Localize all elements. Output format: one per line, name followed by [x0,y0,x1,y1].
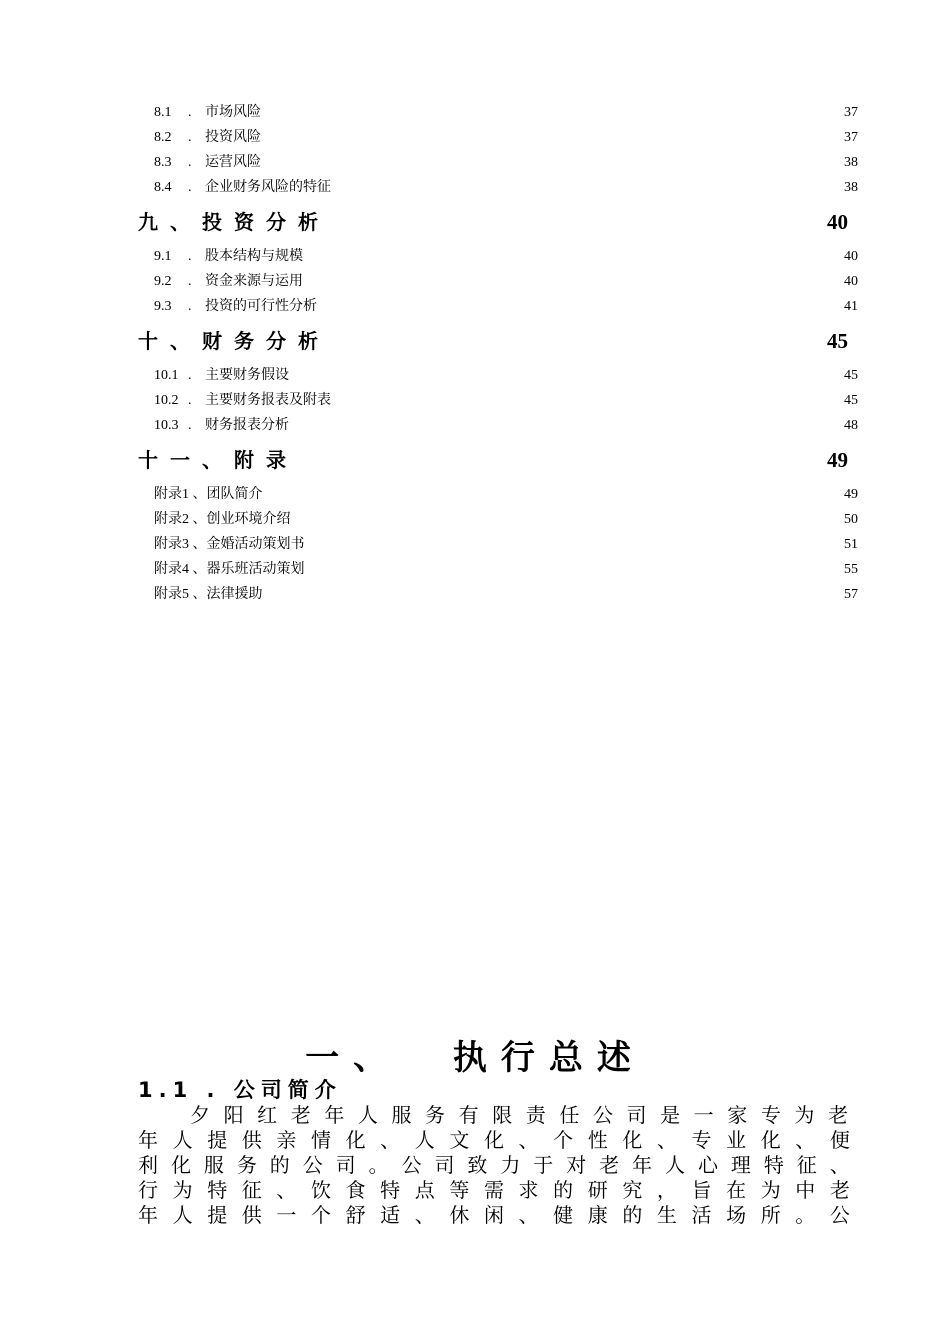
paragraph-char: 在 [726,1178,747,1202]
paragraph-char: 力 [500,1153,521,1177]
paragraph-char: 特 [763,1153,784,1177]
paragraph-char: 供 [241,1128,262,1152]
toc-entry-page: 38 [844,180,858,195]
toc-entry-page: 55 [844,562,858,577]
paragraph-char: 任 [559,1103,580,1127]
toc-entry-page: 40 [844,274,858,289]
toc-entry-number: 10.2 [154,393,179,408]
paragraph-char: 亲 [276,1128,297,1152]
paragraph-char: 特 [380,1178,401,1202]
paragraph-char: 休 [449,1203,470,1227]
toc-entry-number: 9.1 [154,249,172,264]
toc-entry-page: 37 [844,105,858,120]
paragraph-line [138,1178,850,1203]
paragraph-char: 文 [449,1128,470,1152]
toc-entry-number: 9.3 [154,299,172,314]
paragraph-char: 公 [302,1153,323,1177]
paragraph-char: 行 [138,1178,158,1202]
paragraph-char: 究 [622,1178,643,1202]
paragraph-char: 人 [172,1203,193,1227]
toc-entry-title: 企业财务风险的特征 [205,180,331,195]
paragraph-char: 。 [368,1153,389,1177]
paragraph-char: 人 [357,1103,378,1127]
paragraph-char: 司 [434,1153,455,1177]
paragraph-char: 等 [449,1178,470,1202]
paragraph-char: 求 [518,1178,539,1202]
paragraph-char: 适 [380,1203,401,1227]
paragraph-char: 年 [632,1153,653,1177]
toc-entry-title: 主要财务报表及附表 [205,393,331,408]
paragraph-char: 化 [345,1128,366,1152]
paragraph-char: 专 [760,1103,781,1127]
paragraph-char: 责 [525,1103,546,1127]
toc-sub-entry[interactable] [138,175,858,200]
toc-entry-title: 附录4 、器乐班活动策划 [154,562,305,577]
toc-entry-title: 附录2 、创业环境介绍 [154,512,291,527]
paragraph-char: 康 [587,1203,608,1227]
paragraph-char: 阳 [223,1103,244,1127]
toc-entry-dot: . [188,274,192,289]
toc-sub-entry[interactable] [138,413,858,438]
toc-sub-entry[interactable] [138,363,858,388]
paragraph-char: 有 [458,1103,479,1127]
toc-entry-dot: . [188,249,192,264]
paragraph-char: 家 [727,1103,748,1127]
paragraph-char: 一 [693,1103,714,1127]
paragraph-char: 、 [656,1128,677,1152]
paragraph-char: 为 [760,1178,781,1202]
paragraph-char: 情 [310,1128,331,1152]
toc-entry-number: 10.1 [154,368,179,383]
paragraph-char: 旨 [691,1178,712,1202]
toc-entry-title: 附录5 、法律援助 [154,587,263,602]
subsection-title: 1.1 . 公司简介 [138,1078,342,1102]
paragraph-char: 公 [829,1203,850,1227]
toc-entry-title: 股本结构与规模 [205,249,303,264]
toc-entry-number: 8.1 [154,105,172,120]
paragraph-char: 限 [492,1103,513,1127]
toc-appendix-entry[interactable] [138,532,858,557]
paragraph-char: 利 [138,1153,158,1177]
paragraph-char: 年 [138,1203,158,1227]
toc-sub-entry[interactable] [138,244,858,269]
toc-entry-page: 45 [844,393,858,408]
toc-entry-number: 8.2 [154,130,172,145]
section-title: 一、 执行总述 [305,1038,645,1078]
paragraph-char: ， [656,1178,677,1202]
paragraph-line [138,1203,850,1228]
paragraph-char: 是 [660,1103,681,1127]
toc-entry-number: 8.3 [154,155,172,170]
paragraph-char: 对 [566,1153,587,1177]
paragraph-char: 化 [760,1128,781,1152]
paragraph-char: 致 [467,1153,488,1177]
toc-entry-page: 51 [844,537,858,552]
toc-chapter-entry[interactable] [138,200,858,244]
paragraph-char: 公 [592,1103,613,1127]
paragraph-char: 化 [622,1128,643,1152]
toc-entry-number: 9.2 [154,274,172,289]
toc-entry-dot: . [188,393,192,408]
toc-entry-title: 附录1 、团队简介 [154,487,263,502]
paragraph-char: 需 [483,1178,504,1202]
toc-sub-entry[interactable] [138,388,858,413]
toc-entry-title: 投资的可行性分析 [205,299,317,314]
toc-sub-entry[interactable] [138,100,858,125]
paragraph-char: 年 [138,1128,158,1152]
toc-appendix-entry[interactable] [138,582,858,607]
toc-entry-title: 九、投资分析 [138,210,330,234]
paragraph-char: 特 [207,1178,228,1202]
paragraph-char: 理 [730,1153,751,1177]
paragraph-char: 场 [726,1203,747,1227]
toc-chapter-entry[interactable] [138,319,858,363]
paragraph-char: 个 [553,1128,574,1152]
paragraph-line [138,1128,850,1153]
paragraph-char: 人 [414,1128,435,1152]
paragraph-char: 所 [760,1203,781,1227]
paragraph-char: 的 [622,1203,643,1227]
toc-appendix-entry[interactable] [138,557,858,582]
paragraph-char: 老 [290,1103,311,1127]
toc-entry-title: 资金来源与运用 [205,274,303,289]
paragraph-char: 性 [587,1128,608,1152]
toc-sub-entry[interactable] [138,125,858,150]
toc-entry-title: 市场风险 [205,105,261,120]
toc-sub-entry[interactable] [138,150,858,175]
toc-entry-page: 40 [844,249,858,264]
toc-entry-dot: . [188,299,192,314]
toc-appendix-entry[interactable] [138,507,858,532]
toc-entry-title: 投资风险 [205,130,261,145]
toc-entry-dot: . [188,368,192,383]
paragraph-char: 生 [656,1203,677,1227]
paragraph-line [190,1103,848,1128]
paragraph-char: 的 [269,1153,290,1177]
paragraph-char: 、 [518,1128,539,1152]
paragraph-char: 的 [553,1178,574,1202]
paragraph-char: 业 [726,1128,747,1152]
paragraph-char: 活 [691,1203,712,1227]
paragraph-char: 司 [335,1153,356,1177]
paragraph-char: 年 [324,1103,345,1127]
toc-entry-page: 49 [827,448,848,472]
paragraph-char: 务 [236,1153,257,1177]
paragraph-char: 便 [829,1128,850,1152]
toc-entry-dot: . [188,155,192,170]
toc-entry-title: 财务报表分析 [205,418,289,433]
paragraph-char: 食 [345,1178,366,1202]
paragraph-char: 饮 [310,1178,331,1202]
paragraph-char: 闲 [483,1203,504,1227]
paragraph-char: 提 [207,1203,228,1227]
paragraph-char: 征 [241,1178,262,1202]
paragraph-char: 服 [391,1103,412,1127]
paragraph-char: 化 [483,1128,504,1152]
paragraph-char: 、 [829,1153,850,1177]
toc-entry-page: 50 [844,512,858,527]
paragraph-char: 个 [310,1203,331,1227]
paragraph-char: 舒 [345,1203,366,1227]
paragraph-char: 、 [795,1128,816,1152]
toc-chapter-entry[interactable] [138,438,858,482]
toc-entry-title: 附录3 、金婚活动策划书 [154,537,305,552]
paragraph-char: 征 [796,1153,817,1177]
paragraph-char: 服 [203,1153,224,1177]
paragraph-char: 。 [795,1203,816,1227]
toc-entry-page: 57 [844,587,858,602]
paragraph-char: 为 [794,1103,815,1127]
toc-entry-dot: . [188,105,192,120]
paragraph-char: 司 [626,1103,647,1127]
toc-sub-entry[interactable] [138,294,858,319]
paragraph-char: 人 [172,1128,193,1152]
paragraph-char: 中 [795,1178,816,1202]
paragraph-char: 心 [697,1153,718,1177]
paragraph-char: 老 [599,1153,620,1177]
toc-entry-page: 40 [827,210,848,234]
paragraph-char: 研 [587,1178,608,1202]
toc-entry-dot: . [188,180,192,195]
toc-entry-title: 十一、附录 [138,448,298,472]
paragraph-char: 健 [553,1203,574,1227]
paragraph-char: 老 [827,1103,848,1127]
paragraph-char: 供 [241,1203,262,1227]
paragraph-char: 提 [207,1128,228,1152]
paragraph-char: 、 [276,1178,297,1202]
toc-entry-number: 8.4 [154,180,172,195]
toc-entry-number: 10.3 [154,418,179,433]
paragraph-char: 、 [380,1128,401,1152]
paragraph-char: 夕 [190,1103,210,1127]
toc-entry-page: 48 [844,418,858,433]
paragraph-char: 、 [518,1203,539,1227]
toc-entry-page: 45 [827,329,848,353]
toc-entry-dot: . [188,418,192,433]
paragraph-char: 红 [257,1103,278,1127]
toc-entry-title: 十、财务分析 [138,329,330,353]
paragraph-char: 一 [276,1203,297,1227]
toc-entry-title: 运营风险 [205,155,261,170]
toc-appendix-entry[interactable] [138,482,858,507]
paragraph-char: 人 [665,1153,685,1177]
toc-entry-page: 41 [844,299,858,314]
toc-entry-page: 38 [844,155,858,170]
table-of-contents [138,100,858,607]
paragraph-char: 专 [691,1128,712,1152]
paragraph-char: 点 [414,1178,435,1202]
paragraph-char: 化 [170,1153,191,1177]
paragraph-line [138,1153,850,1178]
paragraph-char: 务 [425,1103,446,1127]
toc-entry-dot: . [188,130,192,145]
paragraph-char: 于 [533,1153,554,1177]
toc-entry-page: 37 [844,130,858,145]
paragraph-char: 老 [829,1178,850,1202]
toc-entry-title: 主要财务假设 [205,368,289,383]
paragraph-char: 为 [172,1178,193,1202]
paragraph-char: 公 [401,1153,422,1177]
paragraph-char: 、 [414,1203,435,1227]
toc-entry-page: 49 [844,487,858,502]
toc-sub-entry[interactable] [138,269,858,294]
toc-entry-page: 45 [844,368,858,383]
